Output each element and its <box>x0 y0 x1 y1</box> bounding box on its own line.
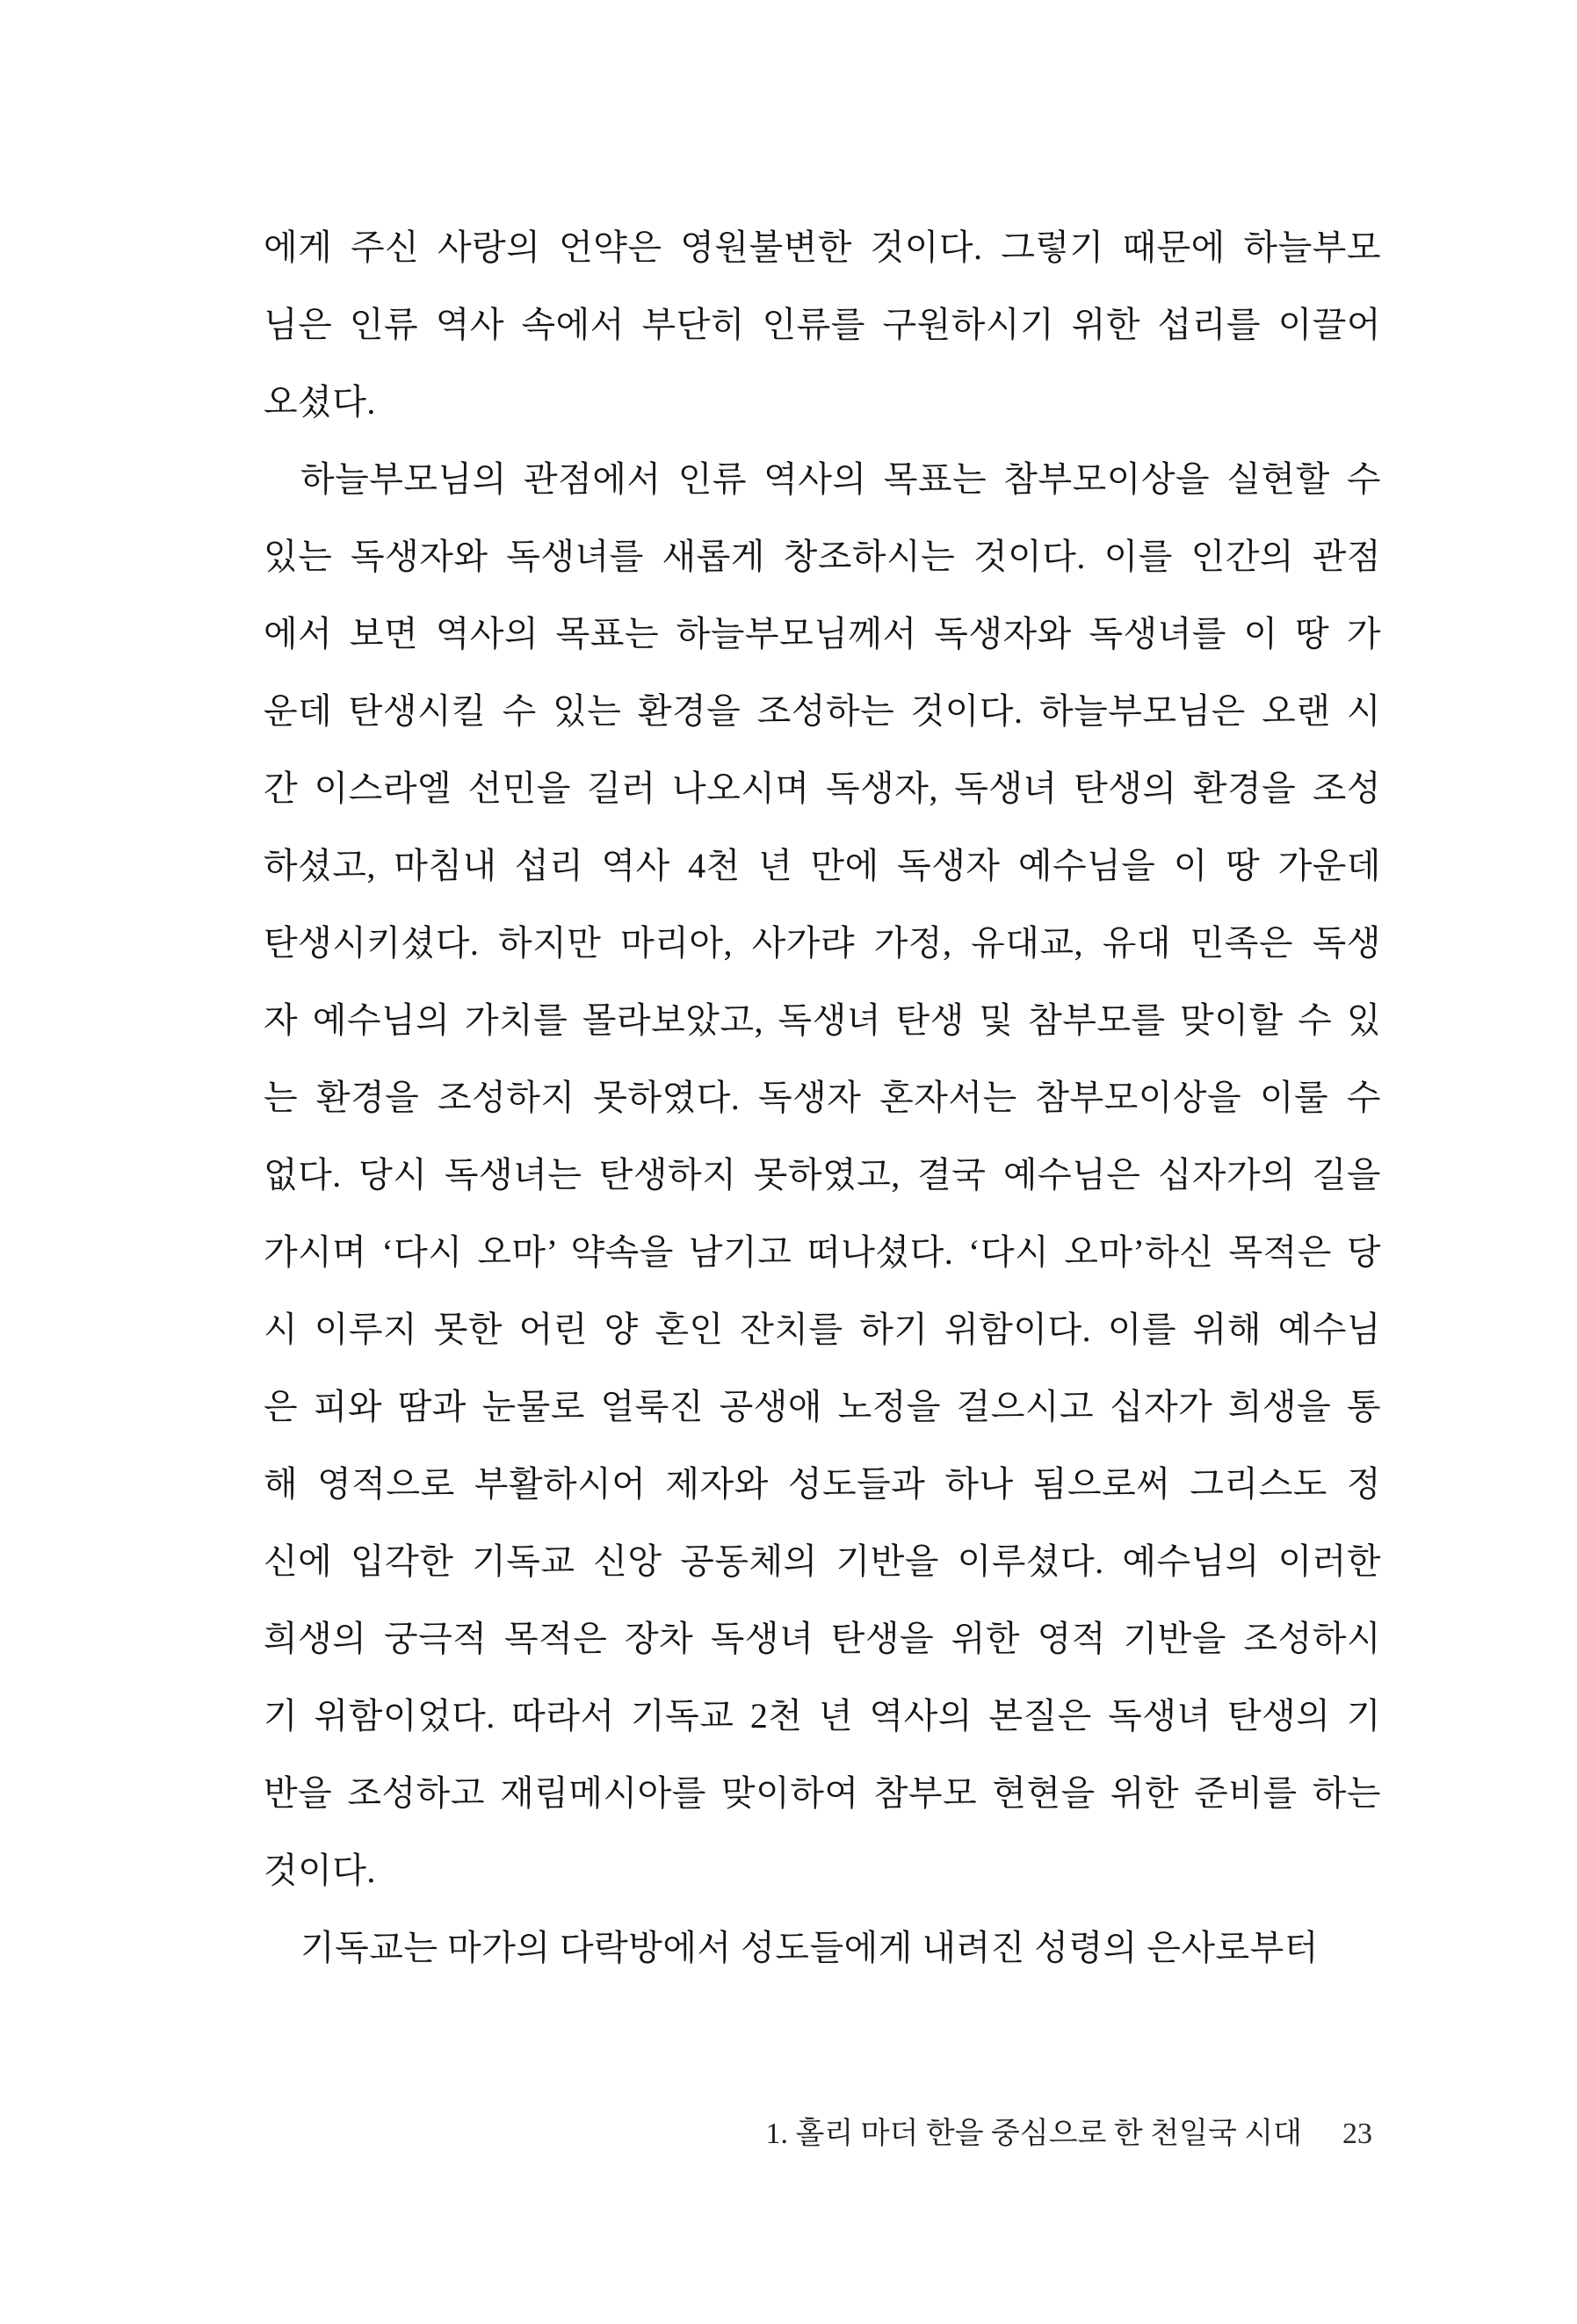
text-line: 가시며 ‘다시 오마’ 약속을 남기고 떠나셨다. ‘다시 오마’하신 목적은 당 <box>264 1232 1381 1272</box>
text-line: 있는 독생자와 독생녀를 새롭게 창조하시는 것이다. 이를 인간의 관점 <box>264 537 1381 576</box>
text-line: 없다. 당시 독생녀는 탄생하지 못하였고, 결국 예수님은 십자가의 길을 <box>264 1155 1381 1194</box>
running-title: 1. 홀리 마더 한을 중심으로 한 천일국 시대 <box>765 2118 1302 2150</box>
text-line: 자 예수님의 가치를 몰라보았고, 독생녀 탄생 및 참부모를 맞이할 수 있 <box>264 1000 1381 1040</box>
text-line: 것이다. <box>264 1851 376 1890</box>
text-line: 해 영적으로 부활하시어 제자와 성도들과 하나 됨으로써 그리스도 정 <box>264 1464 1381 1504</box>
text-line: 신에 입각한 기독교 신앙 공동체의 기반을 이루셨다. 예수님의 이러한 <box>264 1541 1381 1581</box>
page-number: 23 <box>1342 2118 1372 2150</box>
text-line: 에서 보면 역사의 목표는 하늘부모님께서 독생자와 독생녀를 이 땅 가 <box>264 614 1381 653</box>
text-line: 희생의 궁극적 목적은 장차 독생녀 탄생을 위한 영적 기반을 조성하시 <box>264 1619 1381 1658</box>
text-line: 하셨고, 마침내 섭리 역사 4천 년 만에 독생자 예수님을 이 땅 가운데 <box>264 846 1381 885</box>
body-text-block <box>264 209 1381 1987</box>
text-line: 운데 탄생시킬 수 있는 환경을 조성하는 것이다. 하늘부모님은 오랜 시 <box>264 691 1381 731</box>
text-line: 오셨다. <box>264 382 376 422</box>
text-line: 에게 주신 사랑의 언약은 영원불변한 것이다. 그렇기 때문에 하늘부모 <box>264 227 1381 267</box>
text-line: 님은 인류 역사 속에서 부단히 인류를 구원하시기 위한 섭리를 이끌어 <box>264 305 1381 344</box>
text-line: 간 이스라엘 선민을 길러 나오시며 독생자, 독생녀 탄생의 환경을 조성 <box>264 769 1381 808</box>
page-footer <box>264 2112 1372 2156</box>
text-line: 기 위함이었다. 따라서 기독교 2천 년 역사의 본질은 독생녀 탄생의 기 <box>264 1696 1381 1736</box>
text-line: 기독교는 마가의 다락방에서 성도들에게 내려진 성령의 은사로부터 <box>300 1928 1319 1967</box>
text-line: 은 피와 땀과 눈물로 얼룩진 공생애 노정을 걸으시고 십자가 희생을 통 <box>264 1387 1381 1426</box>
text-line: 는 환경을 조성하지 못하였다. 독생자 혼자서는 참부모이상을 이룰 수 <box>264 1078 1381 1117</box>
text-line: 반을 조성하고 재림메시아를 맞이하여 참부모 현현을 위한 준비를 하는 <box>264 1773 1381 1813</box>
text-line: 시 이루지 못한 어린 양 혼인 잔치를 하기 위함이다. 이를 위해 예수님 <box>264 1310 1381 1349</box>
text-line: 하늘부모님의 관점에서 인류 역사의 목표는 참부모이상을 실현할 수 <box>300 459 1381 499</box>
text-line: 탄생시키셨다. 하지만 마리아, 사가랴 가정, 유대교, 유대 민족은 독생 <box>264 923 1381 963</box>
